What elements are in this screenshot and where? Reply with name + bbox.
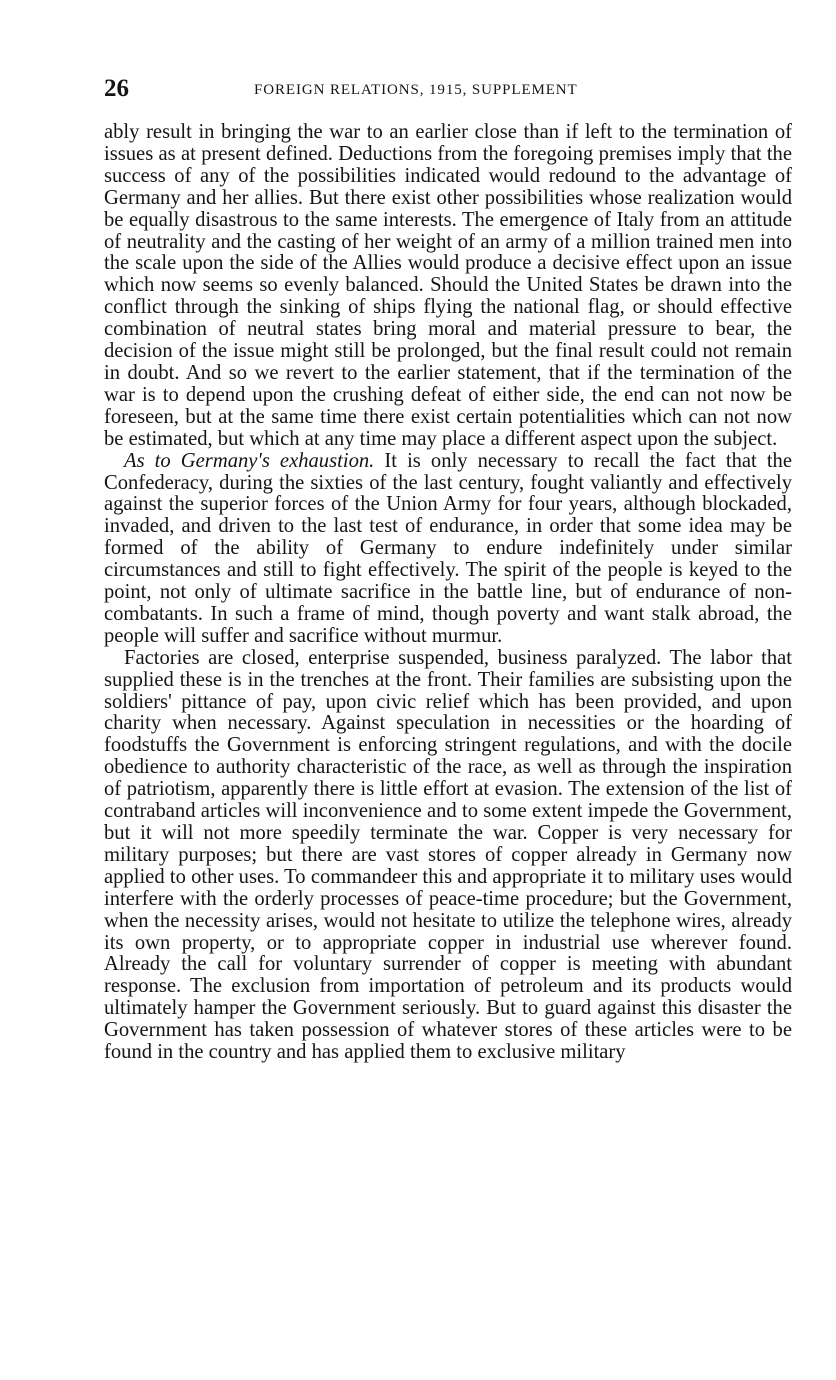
paragraph xyxy=(104,451,792,648)
paragraph-text: Factories are closed, enterprise suspended, business paralyzed. The labor that supplied these is in the trenches at the front. Their families are subsisting upon the soldiers' pittance of pay, upon civic relief which has been provided, and upon charity when necessary. Against speculation in necessities or the hoarding of foodstuffs the Government is enforcing stringent regulations, and with the docile obedience to authority characteristic of the race, as well as through the inspiration of patriotism, apparently there is little effort at evasion. The extension of the list of contraband articles will inconvenience and to some extent impede the Government, but it will not more speedily terminate the war. Copper is very necessary for military purposes; but there are vast stores of copper already in Germany now applied to other uses. To commandeer this and appropriate it to military uses would interfere with the orderly processes of peace-time procedure; but the Government, when the necessity arises, would not hesitate to utilize the telephone wires, already its own property, or to appropriate copper in industrial use wherever found. Already the call for voluntary surrender of copper is meeting with abundant response. The exclusion from importation of petroleum and its products would ultimately hamper the Government seriously. But to guard against this disaster the Government has taken possession of whatever stores of these articles were to be found in the country and has applied them to exclusive military xyxy=(104,646,792,1064)
paragraph-text: ably result in bringing the war to an earlier close than if left to the termination of issues as at present defined. Deductions from the foregoing premises imply that the success of any of the possibilities indicated would redound to the advantage of Germany and her allies. But there exist other possibilities whose realization would be equally disastrous to the same interests. The emergence of Italy from an attitude of neutrality and the casting of her weight of an army of a million trained men into the scale upon the side of the Allies would produce a decisive effect upon an issue which now seems so evenly balanced. Should the United States be drawn into the conflict through the sinking of ships flying the national flag, or should effective combination of neutral states bring moral and material pressure to bear, the decision of the issue might still be prolonged, but the final result could not remain in doubt. And so we revert to the earlier statement, that if the termination of the war is to depend upon the crushing defeat of either side, the end can not now be foreseen, but at the same time there exist certain potentialities which can not now be estimated, but which at any time may place a different aspect upon the subject. xyxy=(104,121,792,450)
running-head: FOREIGN RELATIONS, 1915, SUPPLEMENT xyxy=(254,82,578,98)
page-number: 26 xyxy=(104,75,129,102)
paragraph-text: It is only necessary to recall the fact that the Confederacy, during the sixties of the last century, fought valiantly and effectively against the superior forces of the Union Army for four years, although blockaded, invaded, and driven to the last test of endurance, in order that some idea may be formed of the ability of Germany to endure indefinitely under similar circumstances and still to fight effectively. The spirit of the people is keyed to the point, not only of ultimate sacrifice in the battle line, but of endurance of non-combatants. In such a frame of mind, though poverty and want stalk abroad, the people will suffer and sacrifice without murmur. xyxy=(104,449,792,647)
body-text xyxy=(104,122,792,1064)
paragraph-lead-in: As to Germany's exhaustion. xyxy=(124,449,375,472)
page-header xyxy=(104,74,792,104)
paragraph xyxy=(104,648,792,1064)
paragraph xyxy=(104,122,792,451)
